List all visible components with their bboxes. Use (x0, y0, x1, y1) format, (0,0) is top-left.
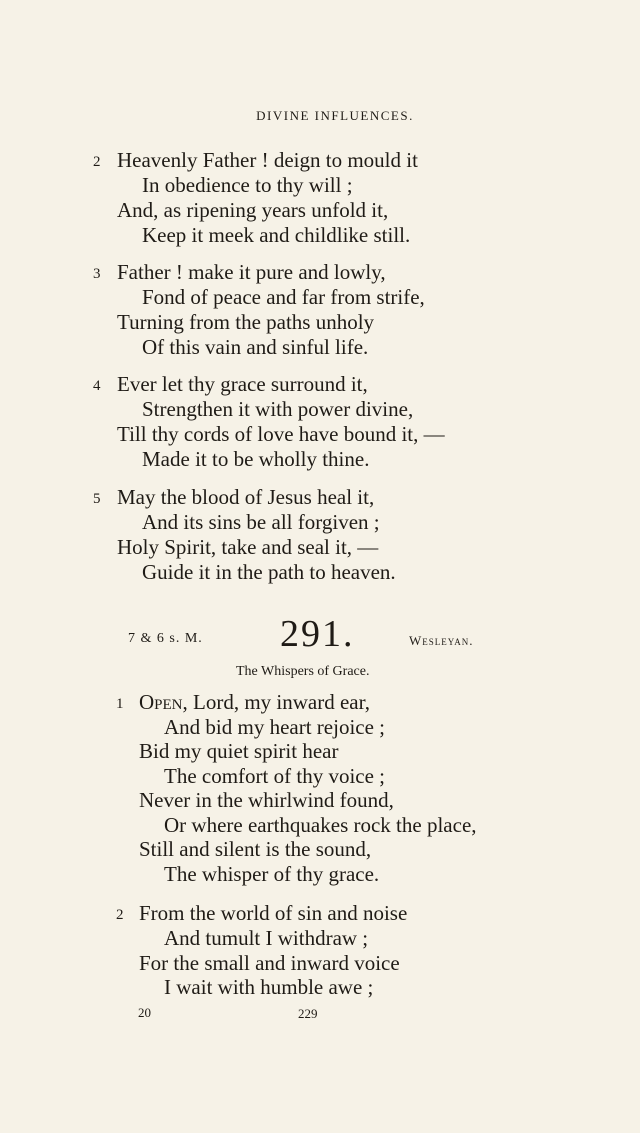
stanza-number: 1 (116, 696, 124, 712)
verse-line: Holy Spirit, take and seal it, — (117, 535, 379, 559)
hymn-header (0, 615, 640, 655)
verse-line: In obedience to thy will ; (142, 173, 353, 197)
verse-line-first (139, 692, 370, 713)
stanza-number: 5 (93, 491, 101, 507)
verse-line: And its sins be all forgiven ; (142, 510, 380, 534)
verse-line-rest: Lord, my inward ear, (187, 690, 371, 714)
hymn-author: Wesleyan. (409, 633, 474, 648)
hymn-number: 291. (280, 613, 355, 655)
running-head: DIVINE INFLUENCES. (256, 108, 414, 123)
verse-line: And, as ripening years unfold it, (117, 198, 389, 222)
verse-line: Guide it in the path to heaven. (142, 560, 396, 584)
opening-word: Open, (139, 690, 188, 714)
verse-line: And bid my heart rejoice ; (164, 715, 386, 739)
verse-line: Keep it meek and childlike still. (142, 223, 411, 247)
verse-line: Turning from the paths unholy (117, 310, 375, 334)
hymn-subtitle: The Whispers of Grace. (236, 664, 370, 679)
verse-line: May the blood of Jesus heal it, (117, 485, 375, 509)
verse-line: For the small and inward voice (139, 951, 400, 975)
hymn-meter: 7 & 6 s. M. (128, 631, 203, 646)
verse-line: Or where earthquakes rock the place, (164, 813, 477, 837)
verse-line: Father ! make it pure and lowly, (117, 260, 386, 284)
verse-line: The comfort of thy voice ; (164, 764, 386, 788)
verse-line: Fond of peace and far from strife, (142, 285, 425, 309)
verse-line: Till thy cords of love have bound it, — (117, 422, 445, 446)
stanza-number: 3 (93, 266, 101, 282)
verse-line: Still and silent is the sound, (139, 837, 372, 861)
verse-line: The whisper of thy grace. (164, 862, 380, 886)
verse-line: And tumult I withdraw ; (164, 926, 369, 950)
verse-line: Strengthen it with power divine, (142, 397, 414, 421)
verse-line: Never in the whirlwind found, (139, 788, 394, 812)
stanza-number: 4 (93, 378, 101, 394)
verse-line: Bid my quiet spirit hear (139, 739, 339, 763)
verse-line: Of this vain and sinful life. (142, 335, 369, 359)
verse-line: Ever let thy grace surround it, (117, 372, 368, 396)
signature-mark: 20 (138, 1005, 151, 1020)
stanza-number: 2 (116, 907, 124, 923)
page-number: 229 (298, 1006, 318, 1021)
verse-line: Made it to be wholly thine. (142, 447, 370, 471)
stanza-number: 2 (93, 154, 101, 170)
verse-line: From the world of sin and noise (139, 901, 408, 925)
verse-line: I wait with humble awe ; (164, 975, 374, 999)
verse-line: Heavenly Father ! deign to mould it (117, 148, 418, 172)
